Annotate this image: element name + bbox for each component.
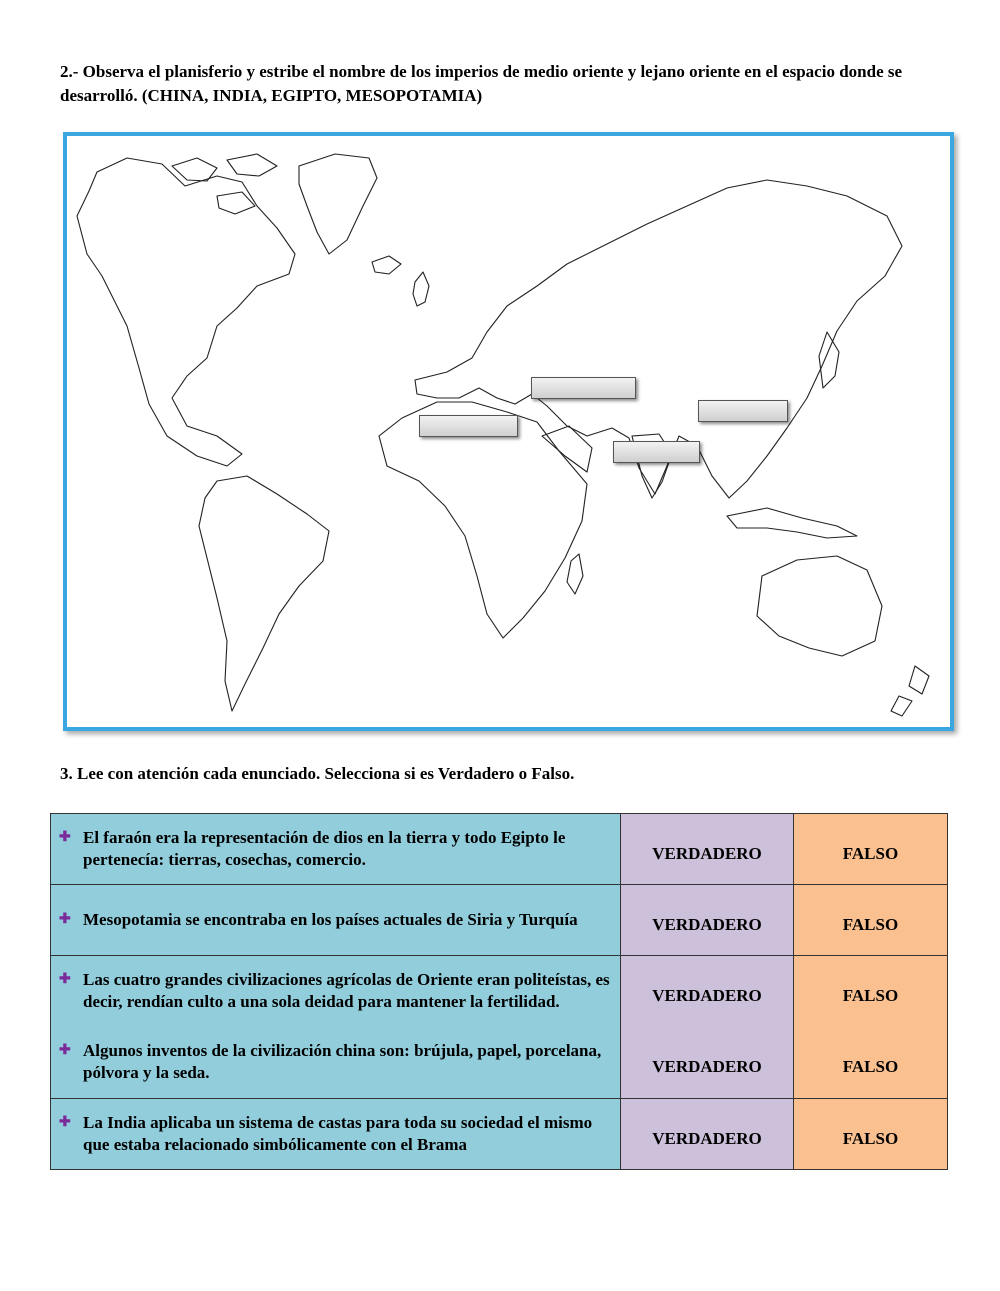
question-3-text: 3. Lee con atención cada enunciado. Selecciona si es Verdadero o Falso. [60,764,575,783]
statement-cell [51,1026,621,1099]
statement-text: El faraón era la representación de dios en la tierra y todo Egipto le pertenecía: tierras, cosechas, comercio. [83,828,566,869]
option-false-1[interactable]: FALSO [794,814,948,885]
table-row [51,885,948,956]
answer-box-china[interactable] [698,400,788,422]
question-2-text: 2.- Observa el planisferio y estribe el nombre de los imperios de medio oriente y lejano oriente en el espacio donde se desarrolló. (CHINA, INDIA, EGIPTO, MESOPOTAMIA) [60,62,903,105]
option-true-2[interactable]: VERDADERO [621,885,794,956]
table-row [51,1099,948,1170]
bullet-arrow-icon: ✚ [59,1043,71,1058]
statement-cell [51,1099,621,1170]
madagascar-outline [567,554,583,594]
north-america-outline [77,158,295,466]
statement-cell [51,814,621,885]
table-row [51,956,948,1027]
option-true-1[interactable]: VERDADERO [621,814,794,885]
arctic-islands-outline [172,154,277,214]
bullet-arrow-icon: ✚ [59,972,71,987]
statement-cell [51,956,621,1027]
south-america-outline [199,476,329,711]
bullet-arrow-icon: ✚ [59,912,71,927]
arabia-outline [542,426,592,472]
africa-outline [379,402,587,638]
new-zealand-outline [891,666,929,716]
table-row [51,814,948,885]
statement-text: Las cuatro grandes civilizaciones agrícolas de Oriente eran politeístas, es decir, rendían culto a una sola deidad para mantener la fertilidad. [83,970,610,1011]
option-false-5[interactable]: FALSO [794,1099,948,1170]
answer-box-egypt[interactable] [419,415,518,437]
option-true-4[interactable]: VERDADERO [621,1026,794,1099]
option-false-2[interactable]: FALSO [794,885,948,956]
table-row [51,1026,948,1099]
option-false-4[interactable]: FALSO [794,1026,948,1099]
uk-outline [413,272,429,306]
indonesia-outline [727,508,857,538]
greenland-outline [299,154,377,254]
statement-cell [51,885,621,956]
answer-box-mesopotamia[interactable] [531,377,636,399]
world-map-frame [63,132,954,731]
statement-text: La India aplicaba un sistema de castas para toda su sociedad el mismo que estaba relacionado simbólicamente con el Brama [83,1113,593,1154]
japan-outline [819,332,839,388]
bullet-arrow-icon: ✚ [59,1115,71,1130]
iceland-outline [372,256,401,274]
statement-text: Algunos inventos de la civilización china son: brújula, papel, porcelana, pólvora y la seda. [83,1041,602,1082]
answer-box-india[interactable] [613,441,700,463]
statement-text: Mesopotamia se encontraba en los países actuales de Siria y Turquía [83,910,578,929]
true-false-table [50,813,948,1170]
option-true-5[interactable]: VERDADERO [621,1099,794,1170]
option-false-3[interactable]: FALSO [794,956,948,1027]
option-true-3[interactable]: VERDADERO [621,956,794,1027]
australia-outline [757,556,882,656]
bullet-arrow-icon: ✚ [59,830,71,845]
